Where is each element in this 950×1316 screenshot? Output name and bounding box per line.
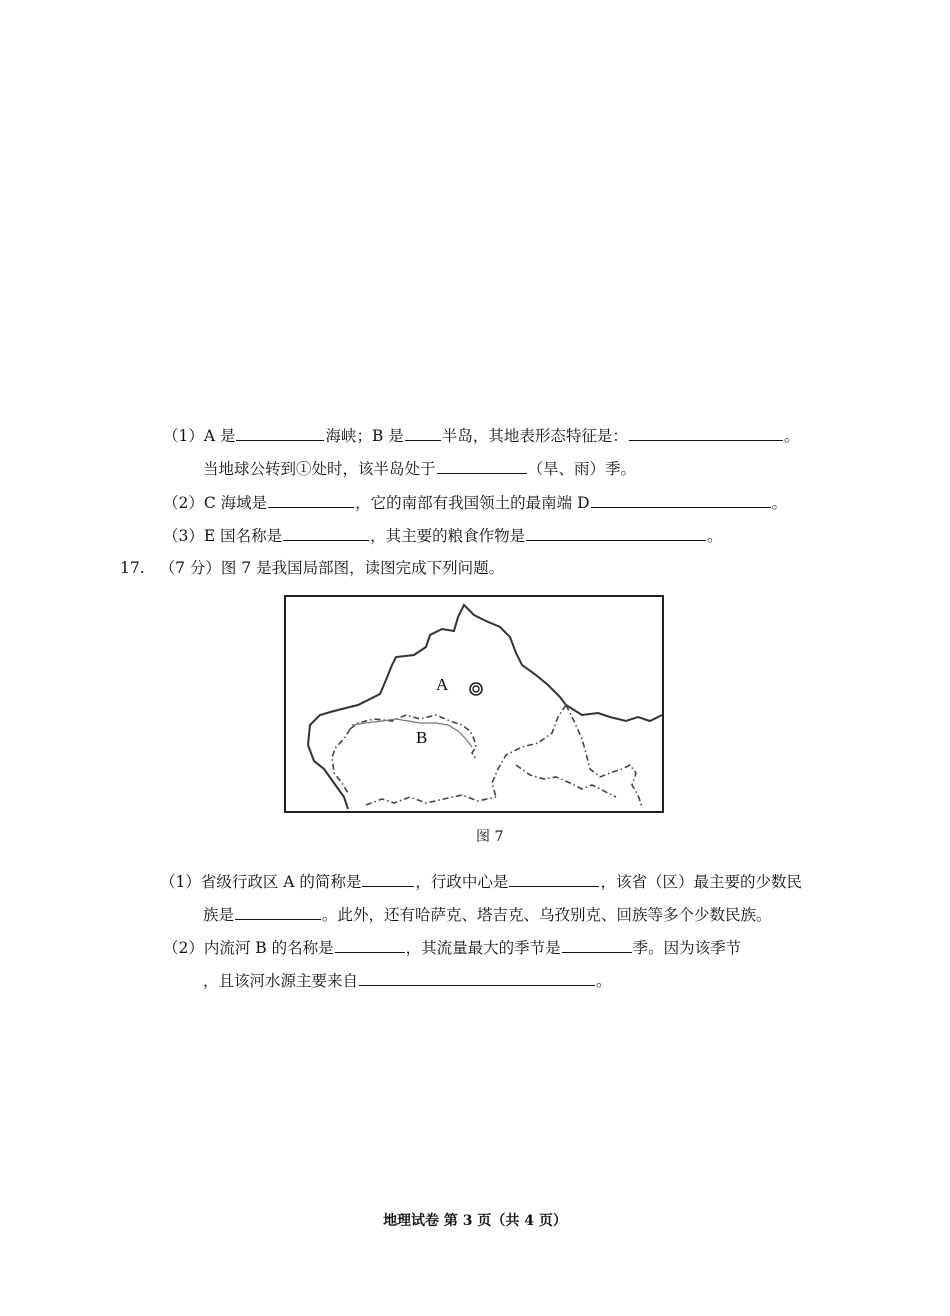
answer-blank[interactable] [235,904,321,920]
answer-blank[interactable] [509,871,599,887]
capital-symbol [470,683,482,695]
figure-caption: 图 7 [476,829,504,845]
q16-part1: （1）A 是 海峡；B 是 半岛，其地表形态特征是： 。 [163,427,800,445]
coast-left [308,745,348,809]
answer-blank[interactable] [526,525,706,541]
river-b [352,719,472,747]
page-footer: 地理试卷 第 3 页（共 4 页） [383,1213,567,1229]
figure-7-map [284,595,664,813]
answer-blank[interactable] [362,871,414,887]
q17-part2: （2）内流河 B 的名称是 ，其流量最大的季节是 季。因为该季节 [163,939,742,957]
province-boundary-south [366,795,496,805]
answer-blank[interactable] [437,458,527,474]
answer-blank[interactable] [236,425,324,441]
province-boundary-east [492,705,566,797]
q17-part1: （1）省级行政区 A 的简称是 ，行政中心是 ，该省（区）最主要的少数民 [160,873,802,891]
answer-blank[interactable] [335,937,405,953]
q17-part1-cont: 族是 。此外，还有哈萨克、塔吉克、乌孜别克、回族等多个少数民族。 [203,906,772,924]
map-label-a: A [436,675,449,694]
answer-blank[interactable] [629,425,783,441]
q17-part2-cont: ，且该河水源主要来自 。 [203,972,612,990]
answer-blank[interactable] [562,937,632,953]
q16-part2: （2）C 海域是 ，它的南部有我国领土的最南端 D 。 [163,494,788,512]
answer-blank[interactable] [359,970,595,986]
question-intro: （7 分）图 7 是我国局部图，读图完成下列问题。 [159,559,505,577]
answer-blank[interactable] [405,425,441,441]
map-drawing [286,597,662,811]
province-boundary-se [516,765,616,797]
q17-header [120,558,504,578]
question-number: 17. [120,559,145,577]
answer-blank[interactable] [591,492,771,508]
map-label-b: B [416,728,428,747]
answer-blank[interactable] [283,525,369,541]
answer-blank[interactable] [268,492,354,508]
q16-part1-cont: 当地球公转到①处时，该半岛处于 （旱、雨）季。 [203,460,637,478]
q16-part3: （3）E 国名称是 ，其主要的粮食作物是 。 [163,527,723,545]
